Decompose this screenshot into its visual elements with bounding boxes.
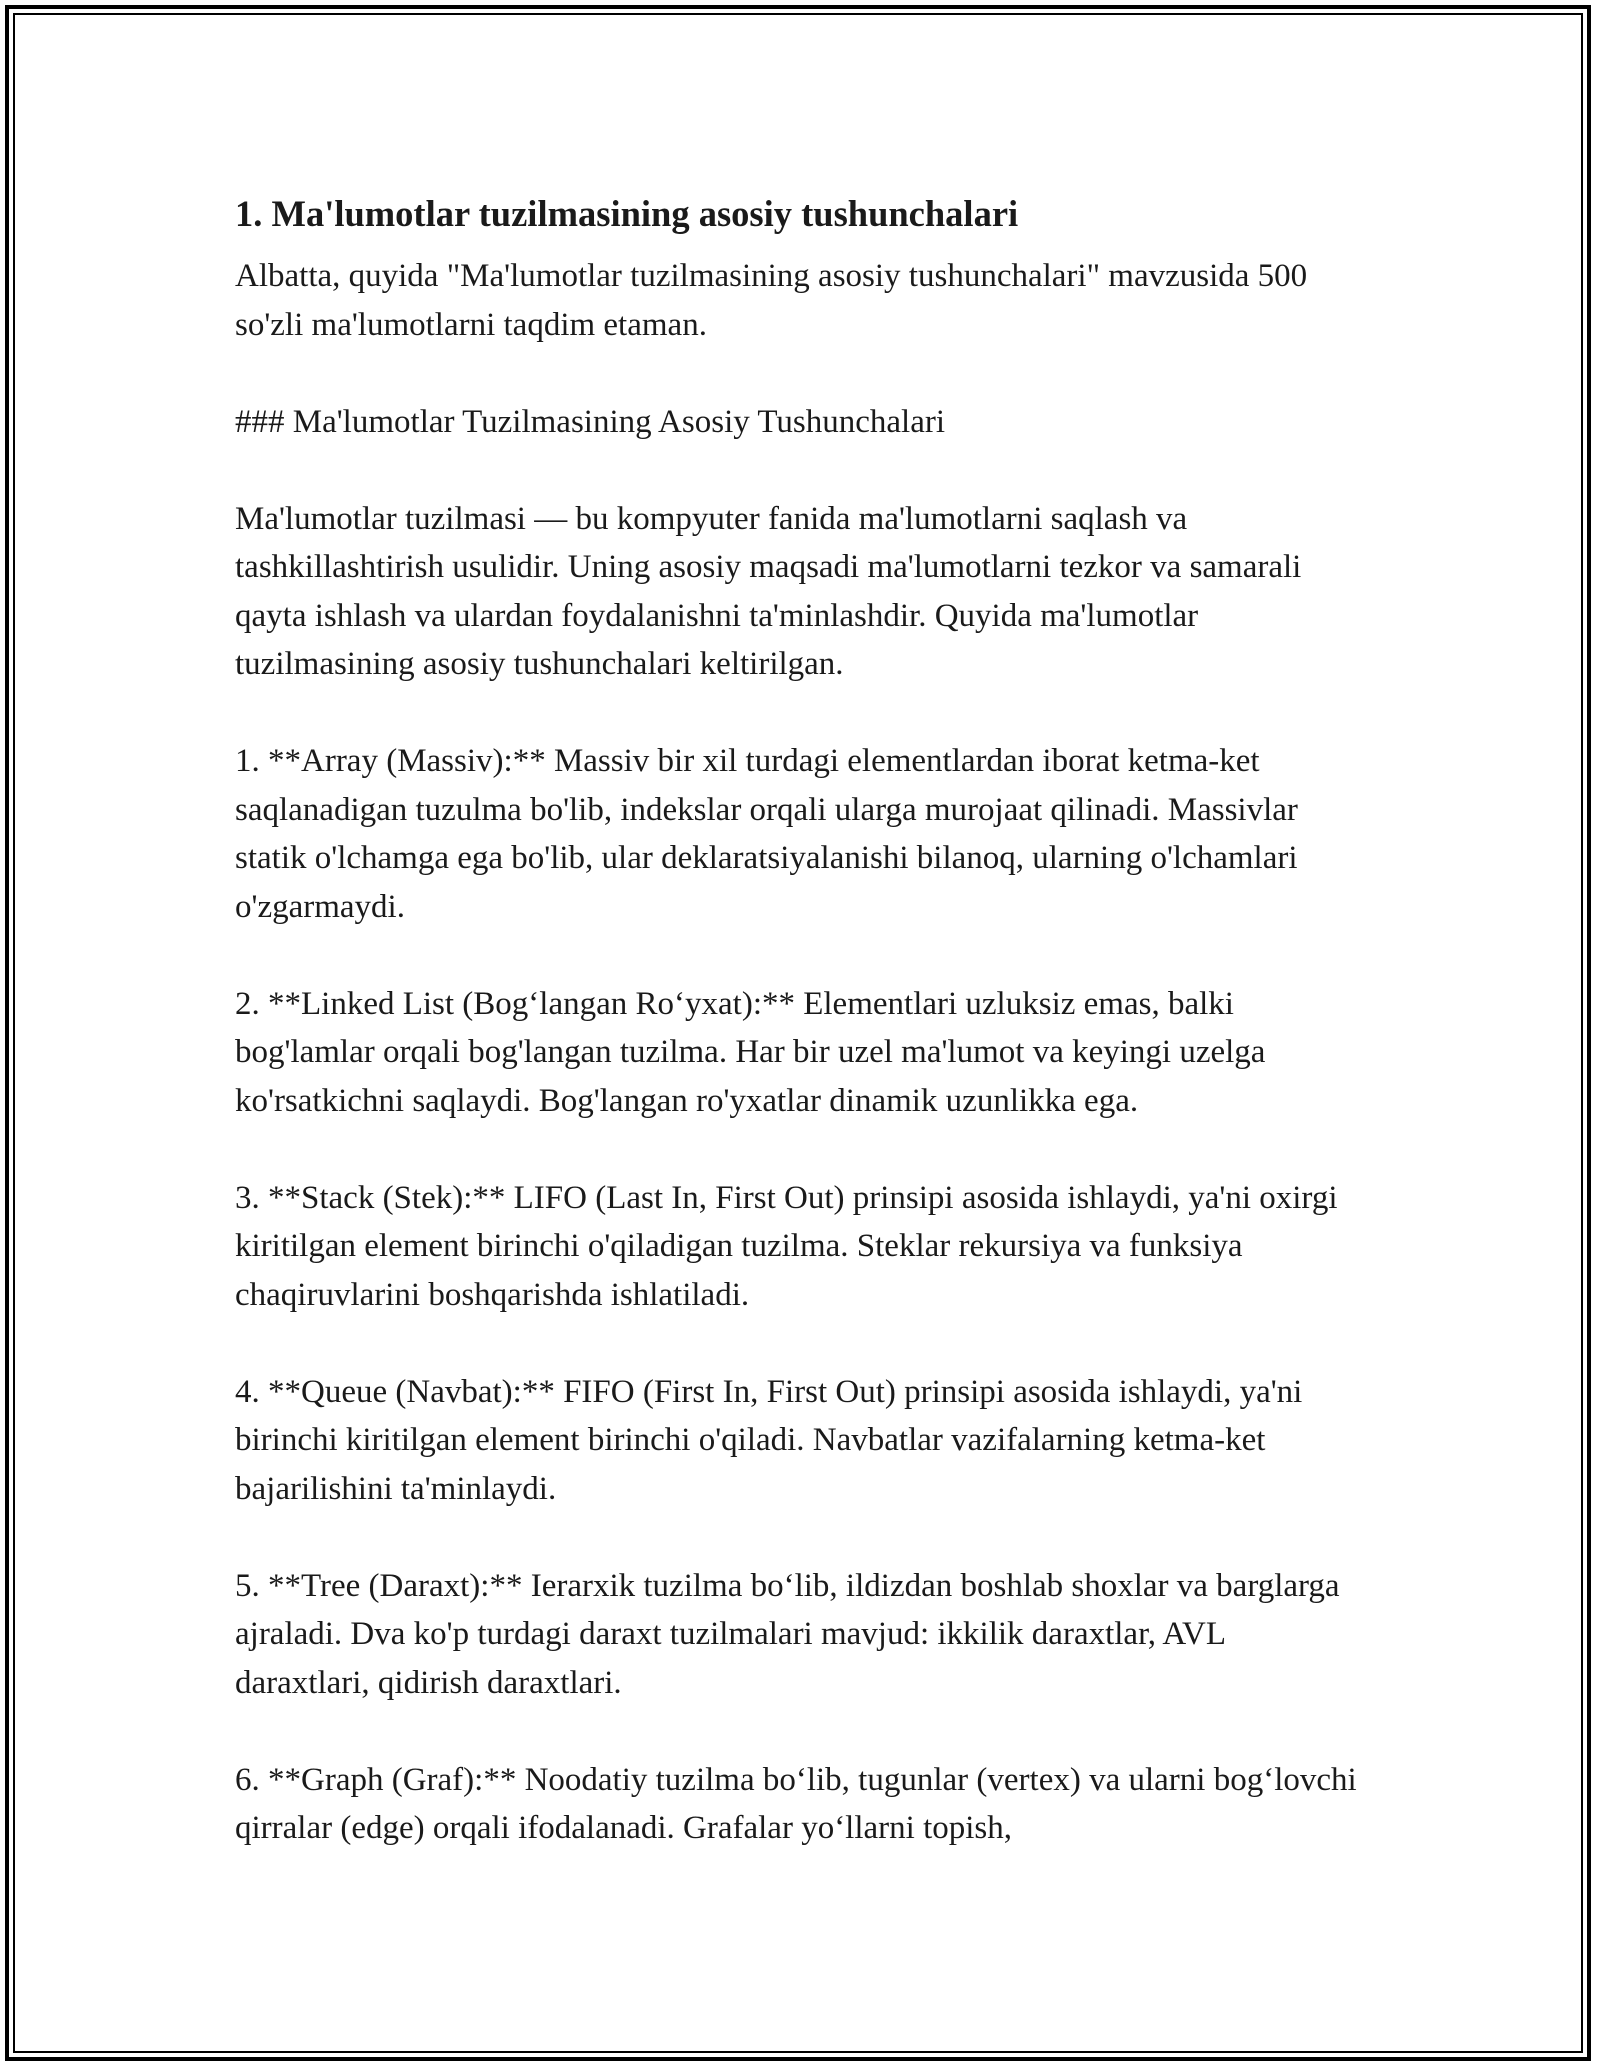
list-item-linked-list: 2. **Linked List (Bog‘langan Ro‘yxat):** Elementlari uzluksiz emas, balki bog'lamlar orqali bog'langan tuzilma. Har bir uzel ma'lumot va keyingi uzelga ko'rsatkichni saqlaydi. Bog'langan ro'yxatlar dinamik uzunlikka ega. [235,985,1266,1119]
intro-paragraph: Albatta, quyida "Ma'lumotlar tuzilmasining asosiy tushunchalari" mavzusida 500 so'zli ma'lumotlarni taqdim etaman. [235,258,1308,343]
list-item-array: 1. **Array (Massiv):** Massiv bir xil turdagi elementlardan iborat ketma-ket saqlanadigan tuzulma bo'lib, indekslar orqali ularga murojaat qilinadi. Massivlar statik o'lchamga ega bo'lib, ular deklaratsiyalanishi bilanoq, ularning o'lchamlari o'zgarmaydi. [235,743,1298,925]
document-body [235,186,1365,1901]
list-item-graph: 6. **Graph (Graf):** Noodatiy tuzilma bo‘lib, tugunlar (vertex) va ularni bog‘lovchi qirralar (edge) orqali ifodalanadi. Grafalar yo‘llarni topish, [235,1761,1357,1846]
definition-paragraph: Ma'lumotlar tuzilmasi — bu kompyuter fanida ma'lumotlarni saqlash va tashkillashtirish usulidir. Uning asosiy maqsadi ma'lumotlarni tezkor va samarali qayta ishlash va ulardan foydalanishni ta'minlashdir. Quyida ma'lumotlar tuzilmasining asosiy tushunchalari keltirilgan. [235,500,1302,682]
section-heading: 1. Ma'lumotlar tuzilmasining asosiy tushunchalari [235,193,1019,234]
subheading-paragraph: ### Ma'lumotlar Tuzilmasining Asosiy Tushunchalari [235,403,945,440]
list-item-stack: 3. **Stack (Stek):** LIFO (Last In, First Out) prinsipi asosida ishlaydi, ya'ni oxirgi kiritilgan element birinchi o'qiladigan tuzilma. Steklar rekursiya va funksiya chaqiruvlarini boshqarishda ishlatiladi. [235,1179,1338,1313]
list-item-queue: 4. **Queue (Navbat):** FIFO (First In, First Out) prinsipi asosida ishlaydi, ya'ni birinchi kiritilgan element birinchi o'qiladi. Navbatlar vazifalarning ketma-ket bajarilishini ta'minlaydi. [235,1373,1303,1507]
list-item-tree: 5. **Tree (Daraxt):** Ierarxik tuzilma bo‘lib, ildizdan boshlab shoxlar va barglarga ajraladi. Dva ko'p turdagi daraxt tuzilmalari mavjud: ikkilik daraxtlar, AVL daraxtlari, qidirish daraxtlari. [235,1567,1340,1701]
